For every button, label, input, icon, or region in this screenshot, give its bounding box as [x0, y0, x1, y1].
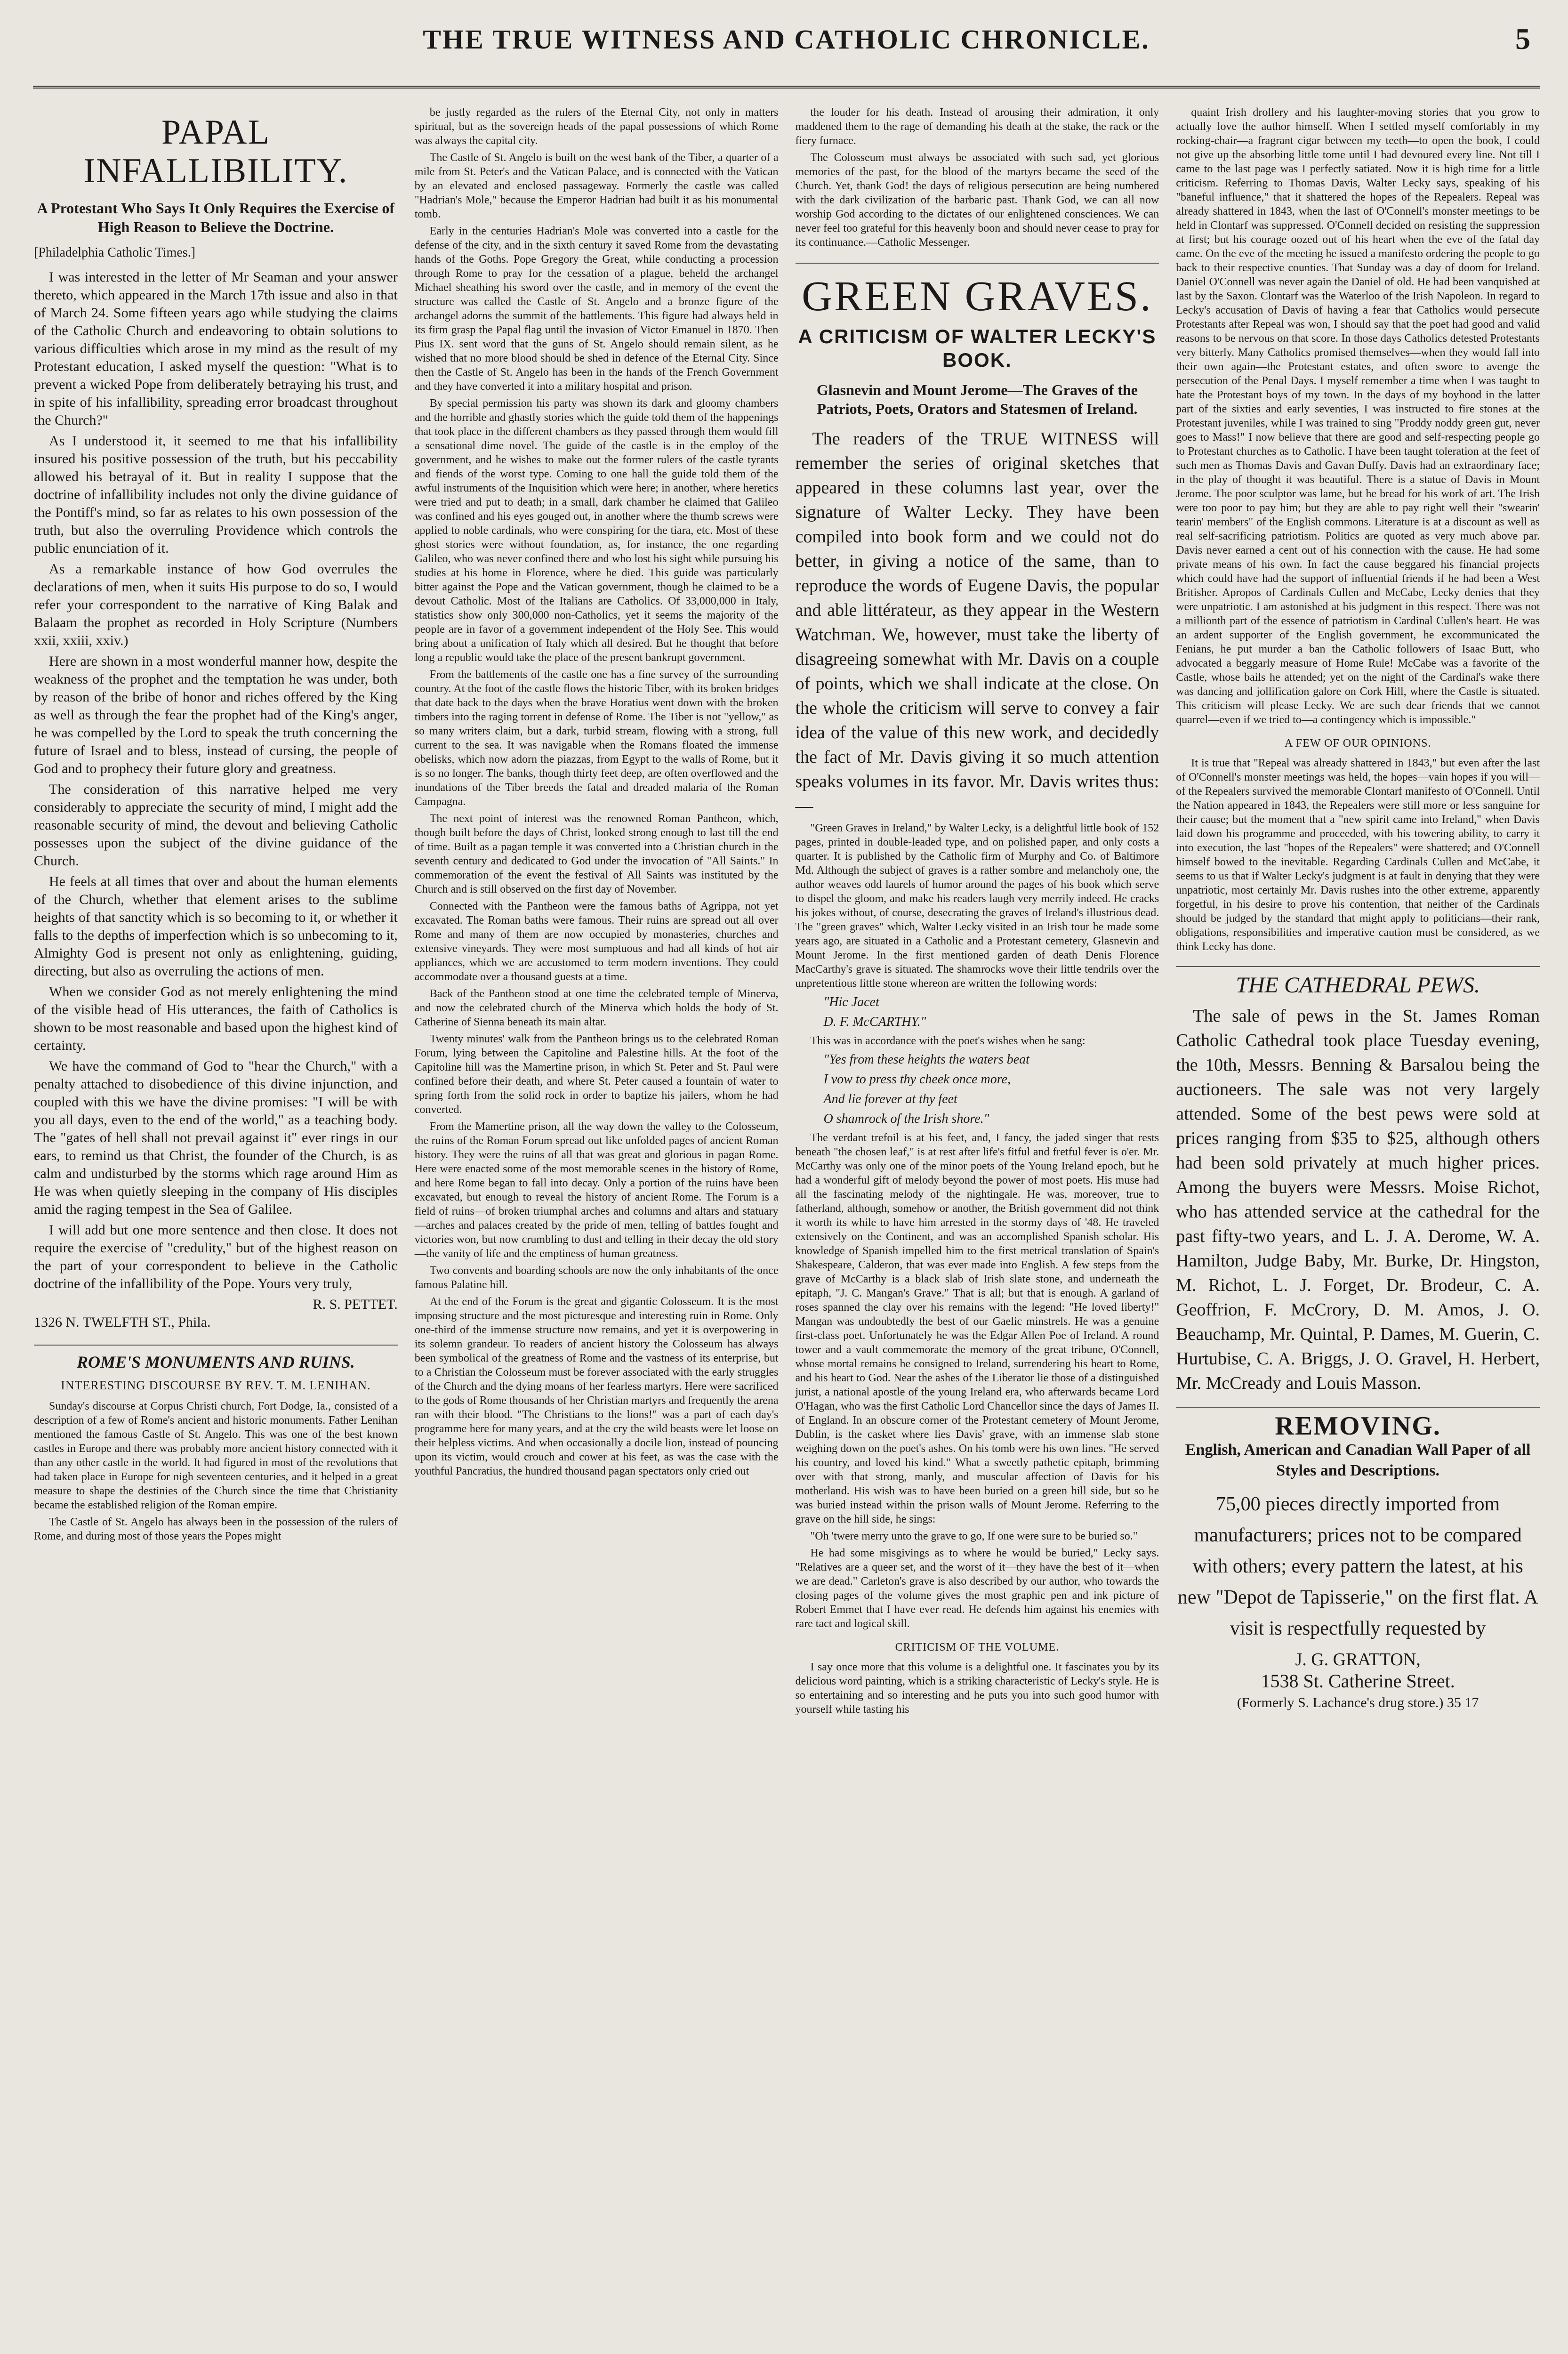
masthead	[33, 15, 1540, 89]
subhead-removing: English, American and Canadian Wall Paper of all Styles and Descriptions.	[1185, 1441, 1531, 1479]
subhead-rome: INTERESTING DISCOURSE BY REV. T. M. LENIHAN.	[61, 1379, 371, 1392]
verse-line: I vow to press thy cheek once more,	[823, 1072, 1011, 1087]
paragraph: I will add but one more sentence and then close. It does not require the exercise of "credulity," but of the highest reason on the part of your correspondent to believe in the Catholic doctrine of the infallibility of the Pope. Yours very truly,	[34, 1222, 398, 1291]
paragraph: Early in the centuries Hadrian's Mole was converted into a castle for the defense of the city, and in the sixth century it saved Rome from the devastating hands of the Goths. Pope Gregory the Great, while conducting a procession through Rome to pray for the cessation of a plague, beheld the archangel Michael sheathing his sword over the castle, and in memory of the event the structure was called the Castle of St. Angelo and a bronze figure of the archangel adorns the summit of the battlements. This figure had always held in its firm grasp the Papal flag until the invasion of Victor Emanuel in 1870. Then Pius IX. sent word that the guns of St. Angelo should remain silent, as he wished that no more blood should be shed in defence of the Eternal City. Since then the Castle of St. Angelo has been in the hands of the French Government and they have converted it into a military hospital and prison.	[414, 225, 779, 393]
subhead-green-graves: A CRITICISM OF WALTER LECKY'S BOOK.	[798, 325, 1157, 371]
column-4	[1175, 105, 1540, 2354]
paragraph: At the end of the Forum is the great and gigantic Colosseum. It is the most imposing structure and the most picturesque and interesting ruin in Rome. Only one-third of the immense structure now remains, and yet it is overpowering in its solemn grandeur. To readers of ancient history the Colosseum has always been symbolical of the greatness of Rome and the vastness of its enterprise, but to a Christian the Colosseum must be forever associated with the early struggles of the Church and the dying moans of her fearless martyrs. Here were sacrificed to the gods of Rome thousands of her Christian martyrs and frequently the arena ran with their blood. "The Christians to the lions!" was a part of each day's programme here for many years, and at the cry the wild beasts were let loose on their helpless victims. And when occasionally a docile lion, instead of pouncing upon its victim, would crouch and cower at his feet, as was the case with the youthful Pancratius, the hundred thousand pagan spectators only cried out	[414, 1296, 779, 1477]
advertiser-name: J. G. GRATTON,	[1295, 1650, 1421, 1669]
epitaph-name: D. F. McCARTHY."	[823, 1015, 926, 1029]
column-2	[414, 105, 779, 2354]
paragraph: As I understood it, it seemed to me that his infallibility insured his positive possession of the truth, but his peccability allowed his betrayal of it. But in reality I suppose that the doctrine of infallibility includes not only the divine guidance of the Pontiff's mind, so far as relates to his own possession of the truth, but also the overruling Providence which controls the public enunciation of it.	[34, 433, 398, 556]
paragraph: Here are shown in a most wonderful manner how, despite the weakness of the prophet and the temptation he was under, both by reason of the bribe of honor and riches offered by the King as well as through the fear the prophet had of the King's anger, he was compelled by the Lord to speak the truth concerning the future of Israel and to bless, instead of cursing, the people of God and to prophecy their future glory and greatness.	[34, 653, 398, 776]
paragraph: "Green Graves in Ireland," by Walter Lecky, is a delightful little book of 152 pages, printed in double-leaded type, and on polished paper, and only costs a quarter. It is published by the Catholic firm of Murphy and Co. of Baltimore Md. Although the subject of graves is a rather sombre and melancholy one, the author weaves odd laurels of humor around the pages of his book which serve to dispel the gloom, and make his readers laugh very merrily indeed. He cracks his jokes without, of course, desecrating the graves of Ireland's illustrious dead. The "green graves" which, Walter Lecky visited in an Irish tour he made some years ago, are situated in a Catholic and a Protestant cemetery, Glasnevin and Mount Jerome. In the first mentioned garden of death Denis Florence MacCarthy's grave is situated. The shamrocks wove their little tendrils over the unpretentious little stone whereon are written the following words:	[795, 822, 1159, 990]
paragraph: quaint Irish drollery and his laughter-moving stories that you grow to actually love the author himself. When I settled myself comfortably in my rocking-chair—a fragrant cigar between my teeth—to open the book, I could not give up the absorbing little tome until I had devoured every line. Not till I came to the last page was I perfectly satiated. Now it is high time for a little criticism. Referring to Thomas Davis, Walter Lecky says, speaking of his "baneful influence," that it shattered the hopes of the Repealers. Repeal was already shattered in 1843, when the last of O'Connell's monster meetings to be held in Clontarf was suppressed. O'Connell decided on resisting the suppression at first; but his courage oozed out of his heart when the eve of the fatal day came. On the eve of the meeting he issued a manifesto ordering the people to go back to their respective counties. That Sunday was a day of doom for Ireland. Daniel O'Connell was never again the Daniel of old. He had been vanquished at last by the Saxon. Clontarf was the Waterloo of the Irish Napoleon. In regard to Lecky's accusation of Davis of having a fear that Catholics would persecute Protestants after Repeal was won, I should say that the poet had good and valid reasons to be nervous on that score. In those days Catholics detested Protestants very bitterly. Many Catholics promised themselves—when they would fall into their own again—the Protestant estates, and often swore to avenge the persecution of the Penal Days. I myself remember a time when I was taught to hate the Protestant boys of my town. In the days of my boyhood in the latter part of the sixties and early seventies, I was instructed to fire stones at the Protestant juveniles, while I was trained to sing "Proddy noddy green gut, never goes to Mass!" I now believe that there are good and self-respecting people go to Protestant churches as to Catholic. I have been taught toleration at the feet of such men as Thomas Davis and Gavan Duffy. Davis had an extraordinary face; in the play of thought it was beautiful. There is a statue of Davis in Mount Jerome. The poor sculptor was lame, but he bread for his work of art. The Irish were too poor to pay him; but they are able to pay right well their "swearin' tearin' members" of the English commons. Literature is at a discount as well as real self-sacrificing patriotism. Politics are quoted as very much above par. Davis never earned a cent out of his connection with the cause. He had some private means of his own. In fact the cause beggared his financial projects which could have had the support of influential friends if he had been a West Britisher. Apropos of Cardinals Cullen and McCabe, Lecky denies that they were unpatriotic. I am astonished at his judgment in this respect. There was not a millionth part of the essence of patriotism in Cardinal Cullen's heart. He was an ardent supporter of the English government, he excommunicated the Fenians, he put murder a ban the Catholic followers of Isaac Butt, who advocated a beggarly measure of Home Rule! McCabe was a favorite of the Castle, whose bails he attended; yet on the night of the Cardinal's wake there was dancing and jollification galore on Cork Hill, where the Castle is situated. This criticism will please Lecky. We are such dear friends that we cannot quarrel—even if we tried to—a contingency which is impossible."	[1176, 106, 1540, 726]
paragraph: From the battlements of the castle one has a fine survey of the surrounding country. At the foot of the castle flows the historic Tiber, with its broken bridges that date back to the days when the brave Horatius went down with the broken timbers into the raging torrent in defense of Rome. The Tiber is not "yellow," as so many writers claim, but a dark, turbid stream, flowing with a strong, full current to the sea. It was navigable when the Romans floated the immense obelisks, which now adorn the piazzas, from Egypt to the walls of Rome, but it is so no longer. The banks, though thirty feet deep, are often overflowed and the inundations of the Tiber breeds the fatal and dreaded malaria of the Roman Campagna.	[414, 669, 779, 808]
page-number: 5	[1515, 22, 1530, 56]
paragraph: The consideration of this narrative helped me very considerably to appreciate the security of mind, I might add the reasonable security of mind, the devout and believing Catholic possesses upon the subject of the divine guidance of the Church.	[34, 782, 398, 869]
paragraph: The sale of pews in the St. James Roman Catholic Cathedral took place Tuesday evening, the 10th, Messrs. Benning & Barsalou being the auctioneers. The sale was not very largely attended. Some of the best pews were sold at prices ranging from $35 to $25, although others had been sold privately at much higher prices. Among the buyers were Messrs. Moise Richot, who has attended service at the cathedral for the past fifty-two years, and L. J. A. Derome, W. A. Hamilton, Judge Baby, Mr. Burke, Dr. Hingston, M. Richot, L. J. Forget, Dr. Brodeur, C. A. Geoffrion, F. McCrory, D. M. Amos, J. O. Beauchamp, Mr. Quintal, P. Dames, M. Guerin, C. Hurtubise, C. A. Briggs, J. O. Gravel, H. Herbert, Mr. McCready and Louis Masson.	[1176, 1006, 1540, 1393]
advertisement-text: 75,00 pieces directly imported from manufacturers; prices not to be compared with others; every pattern the latest, at his new "Depot de Tapisserie," on the first flat. A visit is respectfully requested by	[1177, 1493, 1538, 1639]
columns	[33, 105, 1540, 2354]
paragraph: The Castle of St. Angelo is built on the west bank of the Tiber, a quarter of a mile from St. Peter's and the Vatican Palace, and is connected with the Vatican by an elevated and enclosed passageway. Formerly the castle was called "Hadrian's Mole," because the Emperor Hadrian had built it as his monumental tomb.	[414, 152, 779, 220]
epitaph: "Hic Jacet	[823, 995, 879, 1009]
headline-papal-infallibility: PAPAL INFALLIBILITY.	[83, 113, 348, 190]
paragraph: It is true that "Repeal was already shattered in 1843," but even after the last of O'Connell's monster meetings was held, the hopes—vain hopes if you will—of the Repealers survived the memorable Clontarf manifesto of O'Connell. Until the Nation appeared in 1843, the Repealers were still more or less sanguine for their cause; but the moment that a "new spirit came into Ireland," when Davis laid down his programme and proceeded, with his towering ability, to carry it into execution, the last "hopes of the Repealers" were shattered; and O'Connell himself bowed to the inevitable. Regarding Cardinals Cullen and McCabe, it seems to us that if Walter Lecky's judgment is at fault in denying that they were unpatriotic, most certainly Mr. Davis rushes into the other extreme, apparently forgetful, in his desire to prove his contention, that neither of the Cardinals should be judged by the standard that might apply to politicians—their rank, obligations, responsibilities and imperative caution must be considered, as we think Lecky has done.	[1176, 757, 1540, 953]
paragraph: He had some misgivings as to where he would be buried," Lecky says. "Relatives are a queer set, and the worst of it—they have the best of it—when we are dead." Carleton's grave is also described by our author, who towards the closing pages of the volume gives the most graphic pen and ink picture of Robert Emmet that I have ever read. He defends him against his enemies with rare tact and logical skill.	[795, 1547, 1159, 1630]
paragraph: Two convents and boarding schools are now the only inhabitants of the once famous Palatine hill.	[414, 1265, 779, 1291]
paragraph: Sunday's discourse at Corpus Christi church, Fort Dodge, Ia., consisted of a description of a few of Rome's ancient and historic monuments. Father Lenihan mentioned the famous Castle of St. Angelo. This was one of the best known castles in Europe and there was probably more ancient history connected with it than any other castle in the world. It had figured in most of the revolutions that had taken place in Europe for nigh seventeen centuries, and it helped in a great measure to shape the destinies of the Church since the time that Christianity became the established religion of the Roman empire.	[34, 1400, 398, 1511]
headline-cathedral-pews: THE CATHEDRAL PEWS.	[1176, 966, 1540, 994]
verse-line: "Yes from these heights the waters beat	[823, 1052, 1029, 1067]
paragraph: Back of the Pantheon stood at one time the celebrated temple of Minerva, and now the celebrated church of the Minerva which holds the body of St. Catherine of Sienna beneath its main altar.	[414, 988, 779, 1028]
paragraph: As a remarkable instance of how God overrules the declarations of men, when it suits His purpose to do so, I would refer your correspondent to the narrative of King Balak and Balaam the prophet as recorded in Holy Scripture (Numbers xxii, xxiii, xxiv.)	[34, 561, 398, 648]
signature: R. S. PETTET.	[313, 1297, 398, 1312]
paragraph: This was in accordance with the poet's wishes when he sang:	[810, 1035, 1086, 1047]
subhead-papal: A Protestant Who Says It Only Requires the Exercise of High Reason to Believe the Doctrine.	[37, 200, 395, 235]
paragraph: Connected with the Pantheon were the famous baths of Agrippa, not yet excavated. The Roman baths were famous. Their ruins are spread out all over Rome and many of them are now occupied by monasteries, churches and extensive vineyards. They were most sumptuous and had all kinds of hot air appliances, which we are accustomed to term modern inventions. They could accommodate over a thousand guests at a time.	[414, 900, 779, 983]
paragraph: By special permission his party was shown its dark and gloomy chambers and the horrible and ghastly stories which the guide told them of the happenings that took place in the different chambers as they passed through them would fill a sensational dime novel. The guide of the castle is in the employ of the government, and he wishes to make out the former rulers of the castle tyrants and fiends of the worst type. Coming to one hall the guide told them of the awful instruments of the Inquisition which were here; in another, where heretics were tried and put to death; in a small, dark chamber he claimed that Galileo was confined and his eyes gouged out, in another where the thumb screws were applied to noble cardinals, who were conspiring for the tiara, etc. Most of these ghost stories were without foundation, as, for instance, the one regarding Galileo, who was never confined there and who lost his sight while pursuing his studies at his home in Florence, where he died. This guide was particularly bitter against the Pope and the Vatican government, though he claimed to be a devout Catholic. Most of the Italians are Catholics. Of 33,000,000 in Italy, statistics show only 300,000 non-Catholics, yet it seems the majority of the people are in favor of a government independent of the Holy See. This would bring about a unification of Italy which all desired. But he thought that before long a republic would take the place of the present bankrupt government.	[414, 397, 779, 664]
paragraph: the louder for his death. Instead of arousing their admiration, it only maddened them to the rage of demanding his death at the stake, the rack or the fiery furnace.	[795, 106, 1159, 147]
paragraph: From the Mamertine prison, all the way down the valley to the Colosseum, the ruins of the Roman Forum spread out like unfolded pages of ancient Roman history. They were the ruins of all that was great and glorious in pagan Rome. Here were enacted some of the most memorable scenes in the history of Rome, and here Rome began to fall into decay. Only a portion of the ruins have been excavated, but enough to reveal the history of ancient Rome. The Forum is a field of ruins—of broken triumphal arches and columns and altars and statuary—arches and palaces created by the pride of men, telling of battles fought and victories won, but now crumbling to dust and telling in their decay the old story—the vanity of life and the emptiness of human greatness.	[414, 1121, 779, 1260]
column-1	[33, 105, 398, 2354]
column-3	[795, 105, 1159, 2354]
cathedral-section	[1176, 1004, 1540, 1395]
paragraph: The Colosseum must always be associated with such sad, yet glorious memories of the past, for the blood of the martyrs became the seed of the Church. Yet, thank God! the days of religious persecution are being numbered with the dark civilization of the barbaric past. Thank God, we can all now worship God according to the dictates of our enlightened consciences. We can never feel too grateful for this heavenly boon and should never cease to pray for its continuance.—Catholic Messenger.	[795, 152, 1159, 249]
paragraph: Twenty minutes' walk from the Pantheon brings us to the celebrated Roman Forum, lying between the Capitoline and Palestine hills. At the foot of the Capitoline hill was the Mamertine prison, in which St. Peter and St. Paul were confined before their death, and where St. Peter caused a fountain of water to spring forth from the solid rock in order to baptize his jailers, whom he had converted.	[414, 1033, 779, 1116]
address: 1326 N. TWELFTH ST., Phila.	[34, 1314, 211, 1330]
headline-rome: ROME'S MONUMENTS AND RUINS.	[34, 1345, 398, 1371]
paragraph: The next point of interest was the renowned Roman Pantheon, which, though built before the days of Christ, looked strong enough to last till the end of time. Built as a pagan temple it was converted into a Christian church in the seventh century and dedicated to God under the invocation of "All Saints." In commemoration of the event the festival of All Saints was instituted by the Church and is still observed on the first day of November.	[414, 813, 779, 895]
advertiser-footnote: (Formerly S. Lachance's drug store.) 35 17	[1237, 1695, 1479, 1710]
paragraph: The verdant trefoil is at his feet, and, I fancy, the jaded singer that rests beneath "the chosen leaf," is at rest after life's fitful and fretful fever is o'er. Mr. McCarthy was only one of the minor poets of the Young Ireland epoch, but he had a wonderful gift of melody beyond the power of most poets. His muse had all the fascinating melody of the nightingale. He was, moreover, true to fatherland, although, somehow or another, the British government did not think it worth its while to have him arrested in the stormy days of '48. He traveled extensively on the Continent, and was an accomplished Spanish scholar. His knowledge of Spanish impelled him to the first metrical translation of Spain's Shakespeare, Calderon, that was ever made into English. A few steps from the grave of McCarthy is a black slab of Irish slate stone, and underneath the epitaph, "J. C. Mangan's Grave." That is all; but that is enough. A garland of roses spanned the clay over his remains with the legend: "He loved liberty!" Mangan was undoubtedly the best of our Gaelic minstrels. He was a genuine first-class poet. Unfortunately he was the Edgar Allen Poe of Ireland. A round tower and a vault commemorate the memory of the great tribune, O'Connell, whose mortal remains he consigned to Ireland, surrendering his heart to Rome, and his heart to God. Near the ashes of the Liberator lie those of a distinguished jurist, a national apostle of the young Ireland era, who afterwards became Lord O'Hagan, who was the first Catholic Lord Chancellor since the days of James II. of England. In an obscure corner of the Protestant cemetery of Mount Jerome, Dublin, is the casket where lies Davis' grave, with an immense slab stone weighing down on the poet's ashes. On his tomb were his own lines. "He served his country, and loved his kind." What a sweetly pathetic epitaph, brimming over with that strong, manly, and muscular affection of Davis for his motherland. His wish was to have been buried on a green hill side, but so he was buried instead within the prison walls of Mount Jerome. Referring to the grave on the hill side, he sings:	[795, 1132, 1159, 1525]
paragraph: "Oh 'twere merry unto the grave to go, If one were sure to be buried so."	[810, 1530, 1138, 1542]
paragraph: The Castle of St. Angelo has always been in the possession of the rulers of Rome, and during most of those years the Popes might	[34, 1516, 398, 1542]
subhead2-green-graves: Glasnevin and Mount Jerome—The Graves of the Patriots, Poets, Orators and Statesmen of Ireland.	[816, 381, 1138, 417]
criticism-head: CRITICISM OF THE VOLUME.	[895, 1641, 1060, 1653]
source-credit: [Philadelphia Catholic Times.]	[34, 245, 195, 260]
paragraph: be justly regarded as the rulers of the Eternal City, not only in matters spiritual, but as the sovereign heads of the papal possessions of which Rome was always the capital city.	[414, 106, 779, 147]
paragraph: I was interested in the letter of Mr Seaman and your answer thereto, which appeared in the March 17th issue and also in that of March 24. Some fifteen years ago while studying the claims of the Catholic Church and endeavoring to obtain solutions to various difficulties which arose in my mind as the result of my Protestant education, I asked myself the question: "What is to prevent a wicked Pope from deliberately betraying his trust, and in spite of his infallibility, spreading error broadcast throughout the Church?"	[34, 269, 398, 428]
verse-line: And lie forever at thy feet	[823, 1092, 957, 1106]
headline-removing: REMOVING.	[1176, 1407, 1540, 1435]
verse-line: O shamrock of the Irish shore."	[823, 1112, 989, 1126]
paragraph: I say once more that this volume is a delightful one. It fascinates you by its delicious word painting, which is a striking characteristic of Lecky's style. He is so entertaining and so interesting and he puts you into such good humor with yourself while tasting his	[795, 1661, 1159, 1716]
opinions-head: A FEW OF OUR OPINIONS.	[1284, 737, 1431, 750]
advertiser-address: 1538 St. Catherine Street.	[1261, 1670, 1455, 1692]
paragraph: He feels at all times that over and about the human elements of the Church, whether that element arises to the sublime heights of that sanctity which is so becoming to it, or whether it falls to the depths of imperfection which is so unbecoming to it, Almighty God is present not only as enlightening, guiding, directing, but also as overruling the actions of men.	[34, 874, 398, 979]
newspaper-title: THE TRUE WITNESS AND CATHOLIC CHRONICLE.	[423, 24, 1150, 55]
paragraph: We have the command of God to "hear the Church," with a penalty attached to disobedience of this divine injunction, and coupled with this we have the divine promises: "I will be with you all days, even to the end of the world," as a teaching body. The "gates of hell shall not prevail against it" ever rings in our ears, to remind us that Christ, the founder of the Church, is as calm and undisturbed by the storms which rage around Him as He was when quietly sleeping in the company of His disciples amid the raging tempest in the Sea of Galilee.	[34, 1058, 398, 1217]
lead-section	[796, 427, 1159, 818]
paragraph: When we consider God as not merely enlightening the mind of the visible head of His utterances, the faith of Catholics is shown to be most reasonable and based upon the highest kind of certainty.	[34, 984, 398, 1053]
paragraph: The readers of the TRUE WITNESS will remember the series of original sketches that appeared in these columns last year, over the signature of Walter Lecky. They have been compiled into book form and we could not do better, in giving a notice of the same, than to reproduce the words of Eugene Davis, the popular and able littérateur, as they appear in the Western Watchman. We, however, must take the liberty of disagreeing somewhat with Mr. Davis on a couple of points, which we shall indicate at the close. On the whole the criticism will serve to convey a fair idea of the value of this new work, and decidedly the fact of Mr. Davis giving it so much attention speaks volumes in its favor. Mr. Davis writes thus:—	[795, 429, 1159, 816]
headline-green-graves: GREEN GRAVES.	[796, 263, 1159, 319]
